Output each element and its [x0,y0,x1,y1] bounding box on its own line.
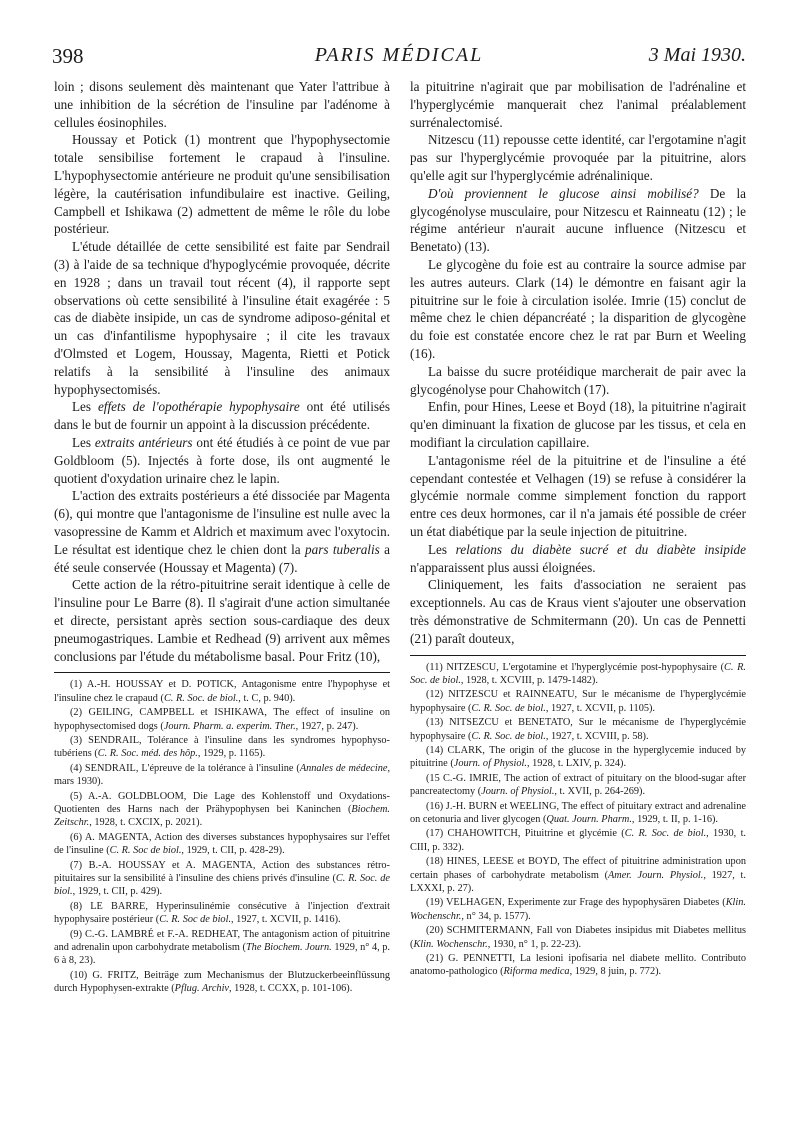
reference-text: (10) G. FRITZ, Beiträge zum Mechanismus der Blutzuckerbeeinflüssung durch Hypophysen-extrakte ( [54,969,390,995]
reference-text: (15 C.-G. IMRIE, The action of extract of pituitary on the blood-sugar after pancreatectomy ( [410,772,746,798]
journal-name: C. R. Soc de biol. [109,845,182,857]
paragraph-text: L'action des extraits postérieurs a été dissociée par Magenta (6), qui montre que l'antagonisme de l'insuline est nulle avec la vasopressine de Kamm et Aldrich et maximum avec l'oxytocin. Le résultat est identique chez le chien dont la [54,488,390,557]
journal-name: Quat. Journ. Pharm. [546,813,632,825]
journal-name: C. R. Soc. méd. des hôp. [97,748,198,760]
footnotes [410,661,746,979]
reference-text: (16) J.-H. BURN et WEELING, The effect of pituitary extract and adrenaline on cetonuria and liver glycogen ( [410,800,746,825]
footnote-reference [54,859,390,899]
footnote-reference [54,900,390,927]
footnote-reference [54,734,390,761]
journal-name: The Biochem. Journ. [245,942,332,954]
reference-text: 1929, n° 4, p. 6 à 8, 23). [54,942,390,967]
italic-phrase: extraits antérieurs [94,434,193,450]
body-paragraph: la pituitrine n'agirait que par mobilisation de l'adrénaline et l'hyperglycémie manquerait chez l'animal préalablement surrénalectomisé. [410,79,746,130]
reference-text: (7) B.-A. HOUSSAY et A. MAGENTA, Action des substances rétro-pituitaires sur la sensibilité à l'insuline des chiens privés d'insuline ( [54,859,390,884]
reference-text: , 1927, t. XCVIII, p. 58). [545,730,649,742]
footnote-reference [410,772,746,799]
journal-name: C. R. Soc. de biol. [471,702,546,714]
journal-name: C. R. Soc. de biol. [624,828,707,840]
journal-name: Riforma medica [503,966,570,978]
reference-text: , 1928, t. LXIV, p. 324). [526,758,627,770]
reference-text: , 1929, p. 1165). [197,748,266,760]
reference-text: , 1928, t. XCVIII, p. 1479-1482). [460,674,598,686]
reference-text: (3) SENDRAIL, Tolérance à l'insuline dans les syndromes hypophyso-tubériens ( [54,734,390,760]
journal-name: C. R. Soc. de biol. [471,730,546,742]
journal-name: Amer. Journ. Physiol. [608,869,704,881]
reference-text: (21) G. PENNETTI, La lesioni ipofisaria nel diabete mellito. Contributo anatomo-pathologico ( [410,953,746,978]
paragraph-text: De la glycogénolyse musculaire, pour Nitzescu et Rainneatu (12) ; le régime antérieur n'aurait aucune influence (Nitzescu et Benetato) (13). [410,185,746,255]
footnote-reference [54,706,390,733]
body-paragraph: Nitzescu (11) repousse cette identité, car l'ergotamine n'agit pas sur l'hyperglycémie provoquée par la pituitrine, alors qu'elle agit sur l'hyperglycémie adrénalinique. [410,132,746,183]
body-paragraph [410,185,746,256]
reference-text: , 1930, n° 1, p. 22-23). [487,938,582,950]
paragraph-text: n'apparaissent plus aussi éloignées. [410,559,596,575]
footnote-reference [54,831,390,858]
footnote-reference [410,688,746,715]
journal-name: Journ. of Physiol. [453,758,527,770]
journal-name: Biochem. Zeitschr. [54,803,390,829]
footnote-reference [410,744,746,771]
footnote-reference [54,678,390,705]
issue-date: 3 Mai 1930. [648,44,746,66]
reference-text: , 1927, t. LXXXI, p. 27). [410,869,746,894]
reference-text: , n° 34, p. 1577). [461,910,531,922]
body-paragraph: Le glycogène du foie est au contraire la source admise par les autres auteurs. Clark (14) le démontre en faisant agir la pituitrine sur le foie à circulation isolée. Imrie (15) conclut de même chez le chien dépancréaté ; la disparition de glycogène du foie est constatée encore chez le rat par Burn et Weeling (16). [410,256,746,361]
footnote-reference [410,924,746,951]
left-column [54,78,390,997]
footnote-reference [410,855,746,895]
journal-name: Klin. Wochenschr. [410,897,746,922]
paragraph-text: ont été utilisés dans le but de fournir un appoint à la discussion précédente. [54,399,390,433]
reference-text: , 1927, t. XCVII, p. 1105). [545,702,656,714]
body-paragraph [410,541,746,577]
body-paragraph: Cette action de la rétro-pituitrine serait identique à celle de l'insuline pour Le Barre (8). Il s'agirait d'une action simultanée et directe, persistant après section sous-cardiaque des deux pneumogastriques. Lambie et Redhead (9) arrivent aux mêmes conclusions par l'étude du métabolisme basal. Pour Fritz (10), [54,577,390,664]
body-paragraph: L'étude détaillée de cette sensibilité est faite par Sendrail (3) à l'aide de sa technique d'hypoglycémie provoquée, décrite en 1928 ; dans un travail tout récent (4), il rapporte sept observations où cette sensibilité à l'insuline était exagérée : 5 cas de diabète insipide, un cas de syndrome adiposo-génital et un cas d'infantilisme hypophysaire ; il cite les travaux d'Olmsted et Logem, Houssay, Magenta, Rietti et Potick relatifs à la sensibilité à l'insuline des animaux hypophysectomisés. [54,239,390,397]
reference-text: , 1929, 8 juin, p. 772). [569,966,662,978]
reference-text: (14) CLARK, The origin of the glucose in the hyperglycemie induced by pituitrine ( [410,744,746,770]
paragraph-text: Les [72,434,95,450]
page-header [52,38,746,72]
journal-name: C. R. Soc. de biol. [54,872,390,898]
reference-text: , t. C, p. 940). [238,692,296,704]
reference-text: (6) A. MAGENTA, Action des diverses substances hypophysaires sur l'effet de l'insuline ( [54,831,390,857]
journal-name: C. R. Soc. de biol. [163,692,239,704]
body-paragraph: Houssay et Potick (1) montrent que l'hypophysectomie totale sensibilise fortement le crapaud à l'insuline. L'hypophysectomie antérieure ne produit qu'une sensibilisation légère, la cautérisation infundibulaire est inactive. Geiling, Campbell et Ishikawa (2) admettent de même le rôle du lobe postérieur. [54,132,390,237]
paragraph-text: Les [72,399,98,415]
reference-text: , 1927, p. 247). [295,720,359,732]
footnote-divider [410,655,746,656]
reference-text: (2) GEILING, CAMPBELL et ISHIKAWA, The effect of insuline on hypophysectomised dogs ( [54,707,390,732]
reference-text: (18) HINES, LEESE et BOYD, The effect of pituitrine administration upon certain phases of carbohydrate metabolism ( [410,856,746,881]
footnote-reference [410,952,746,979]
footnote-reference [54,790,390,830]
body-paragraph: La baisse du sucre protéidique marcherait de pair avec la glycogénolyse pour Chahowitch (17). [410,363,746,397]
journal-title: PARIS MÉDICAL [314,44,484,66]
body-paragraph: Cliniquement, les faits d'association ne seraient pas exceptionnels. Au cas de Kraus vient s'ajouter une observation très démonstrative de Schmitermann (20). Un cas de Pennetti (21) paraît douteux, [410,577,746,646]
reference-text: (1) A.-H. HOUSSAY et D. POTICK, Antagonisme entre l'hypophyse et l'insuline chez le crapaud ( [54,679,390,704]
reference-text: (8) LE BARRE, Hyperinsulinémie consécutive à l'injection d'extrait hypophysaire postérieur ( [54,900,390,926]
footnote-reference [410,716,746,743]
journal-name: Journ. Pharm. a. experim. Ther. [163,720,296,732]
reference-text: , 1927, t. XCVII, p. 1416). [231,914,341,926]
reference-text: , 1929, t. II, p. 1-16). [631,813,719,825]
reference-text: (5) A.-A. GOLDBLOOM, Die Lage des Kohlenstoff und Oxydations-Quotienten des Harns nach der Prähypophysen bei Kaninchen ( [54,790,390,815]
reference-text: , 1929, t. CII, p. 428-29). [181,845,285,857]
reference-text: (19) VELHAGEN, Experimente zur Frage des hypophysären Diabetes ( [426,897,726,909]
reference-text: , 1928, t. CCXX, p. 101-106). [229,983,353,995]
reference-text: , mars 1930). [54,762,391,788]
page-number: 398 [52,44,84,68]
italic-phrase: D'où proviennent le glucose ainsi mobilisé? [428,185,699,201]
footnote-reference [410,661,746,688]
journal-name: Journ. of Physiol. [481,786,555,798]
footnote-reference [410,827,746,854]
reference-text: (20) SCHMITERMANN, Fall von Diabetes insipidus mit Diabetes mellitus ( [410,925,746,950]
journal-name: C. R. Soc. de biol. [410,661,746,686]
body-paragraph [54,434,390,487]
footnote-reference [54,928,390,968]
right-column [410,78,746,980]
body-paragraph: L'antagonisme réel de la pituitrine et de l'insuline a été cependant contestée et Velhagen (19) se refuse à considérer la glycémie normale comme simplement fonction du rapport entre ces deux hormones, car il n'a jamais été possible de créer un état diabétique par la seule injection de pituitrine. [410,452,746,539]
footnote-divider [54,672,390,673]
italic-phrase: pars tuberalis [305,541,380,557]
reference-text: , 1930, t. CIII, p. 332). [410,828,746,853]
reference-text: (13) NITSEZCU et BENETATO, Sur le mécanisme de l'hyperglycémie hypophysaire ( [410,717,746,742]
paragraph-text: ont été étudiés à ce point de vue par Goldbloom (5). Injectés à forte dose, ils ont augmenté le quotient d'oxydation urinaire chez le lapin. [54,434,390,486]
italic-phrase: effets de l'opothérapie hypophysaire [97,399,300,415]
journal-name: Klin. Wochenschr. [413,938,488,950]
reference-text: , t. XVII, p. 264-269). [554,786,646,798]
reference-text: (12) NITZESCU et RAINNEATU, Sur le mécanisme de l'hyperglycémie hypophysaire ( [410,689,746,714]
reference-text: , 1928, t. CXCIX, p. 2021). [89,817,203,829]
body-paragraph: loin ; disons seulement dès maintenant que Yater l'attribue à une inhibition de la sécrétion de l'insuline par l'adénome à cellules éosinophiles. [54,79,390,130]
footnote-reference [54,762,390,789]
journal-name: C. R. Soc de biol. [159,914,232,926]
reference-text: (11) NITZESCU, L'ergotamine et l'hyperglycémie post-hypophysaire ( [426,661,725,673]
reference-text: (17) CHAHOWITCH, Pituitrine et glycémie ( [426,828,625,840]
footnotes [54,678,390,995]
reference-text: (4) SENDRAIL, L'épreuve de la tolérance à l'insuline ( [70,762,300,774]
body-paragraph [54,487,390,576]
italic-phrase: relations du diabète sucré et du diabète insipide [455,541,747,557]
footnote-reference [410,896,746,923]
paragraph-text: a été seule conservée (Houssay et Magenta) (7). [54,541,391,575]
footnote-reference [54,969,390,996]
journal-name: Pflug. Archiv [174,983,230,995]
footnote-reference [410,800,746,827]
reference-text: , 1929, t. CII, p. 429). [72,886,163,898]
body-paragraph [54,398,390,434]
journal-name: Annales de médecine [299,762,388,774]
reference-text: (9) C.-G. LAMBRÉ et F.-A. REDHEAT, The antagonism action of pituitrine and adrenalin upon carbohydrate metabolism ( [54,928,390,954]
paragraph-text: Les [428,541,456,557]
body-paragraph: Enfin, pour Hines, Leese et Boyd (18), la pituitrine n'agirait qu'en diminuant la fixation de glucose par les tissus, et cela en modifiant la circulation capillaire. [410,399,746,450]
